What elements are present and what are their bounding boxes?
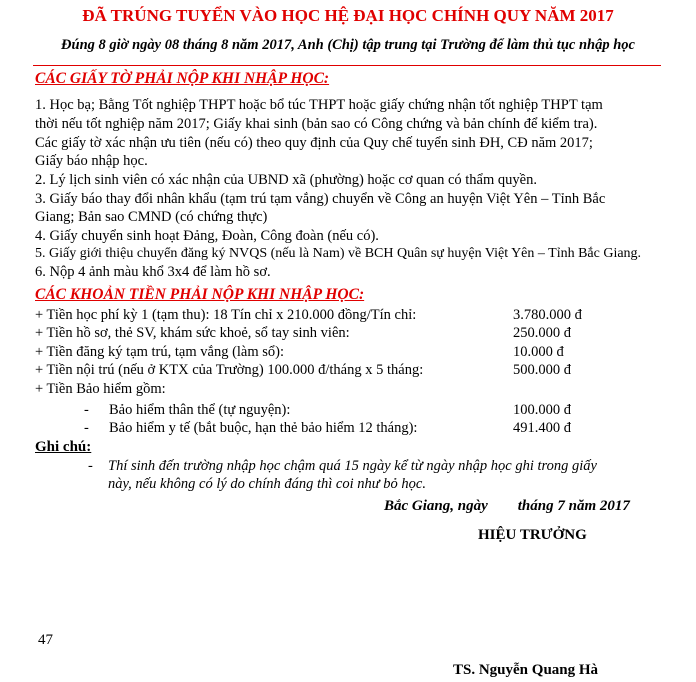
fee-value: 10.000 đ (513, 344, 564, 360)
document-subtitle: Đúng 8 giờ ngày 08 tháng 8 năm 2017, Anh (Chị) tập trung tại Trường để làm thủ tục nhập học (61, 37, 635, 53)
documents-line: 6. Nộp 4 ảnh màu khổ 3x4 để làm hồ sơ. (35, 264, 271, 280)
page-number: 47 (38, 632, 53, 648)
document-title: ĐÃ TRÚNG TUYỂN VÀO HỌC HỆ ĐẠI HỌC CHÍNH QUY NĂM 2017 (82, 6, 614, 25)
fee-label: + Tiền hồ sơ, thẻ SV, khám sức khoẻ, sổ tay sinh viên: (35, 325, 350, 341)
insurance-label: Bảo hiểm y tế (bắt buộc, hạn thẻ bảo hiểm 12 tháng): (109, 420, 418, 436)
documents-line: Các giấy tờ xác nhận ưu tiên (nếu có) theo quy định của Quy chế tuyển sinh ĐH, CĐ năm 2017; (35, 135, 593, 151)
insurance-dash: - (84, 402, 89, 418)
notes-dash: - (88, 458, 93, 474)
notes-line: Thí sinh đến trường nhập học chậm quá 15 ngày kể từ ngày nhập học ghi trong giấy (108, 458, 597, 474)
fee-value: 500.000 đ (513, 362, 571, 378)
fee-value: 250.000 đ (513, 325, 571, 341)
fees-heading: CÁC KHOẢN TIỀN PHẢI NỘP KHI NHẬP HỌC: (35, 286, 365, 303)
insurance-label: Bảo hiểm thân thể (tự nguyện): (109, 402, 291, 418)
documents-line: 3. Giấy báo thay đổi nhân khẩu (tạm trú tạm vắng) chuyển về Công an huyện Việt Yên – Tỉnh Bắc (35, 191, 606, 207)
signer-name: TS. Nguyễn Quang Hà (453, 662, 599, 678)
signer-role: HIỆU TRƯỞNG (478, 527, 587, 543)
notes-line: này, nếu không có lý do chính đáng thì coi như bỏ học. (108, 476, 426, 492)
divider (33, 65, 661, 66)
fee-label: + Tiền Bảo hiểm gồm: (35, 381, 166, 397)
documents-heading: CÁC GIẤY TỜ PHẢI NỘP KHI NHẬP HỌC: (35, 70, 330, 87)
fee-value: 3.780.000 đ (513, 307, 582, 323)
fee-label: + Tiền nội trú (nếu ở KTX của Trường) 100.000 đ/tháng x 5 tháng: (35, 362, 424, 378)
documents-line: 1. Học bạ; Bằng Tốt nghiệp THPT hoặc bổ túc THPT hoặc giấy chứng nhận tốt nghiệp THPT tạm (35, 97, 603, 113)
documents-line: 4. Giấy chuyển sinh hoạt Đảng, Đoàn, Công đoàn (nếu có). (35, 228, 379, 244)
place-date: Bắc Giang, ngày tháng 7 năm 2017 (384, 498, 630, 514)
fee-label: + Tiền học phí kỳ 1 (tạm thu): 18 Tín chỉ x 210.000 đồng/Tín chỉ: (35, 307, 417, 323)
documents-line: 2. Lý lịch sinh viên có xác nhận của UBND xã (phường) hoặc cơ quan có thẩm quyền. (35, 172, 537, 188)
insurance-value: 491.400 đ (513, 420, 571, 436)
notes-heading: Ghi chú: (35, 439, 92, 455)
fee-label: + Tiền đăng ký tạm trú, tạm vắng (làm sổ): (35, 344, 285, 360)
insurance-value: 100.000 đ (513, 402, 571, 418)
documents-line: thời nếu tốt nghiệp năm 2017; Giấy khai sinh (bản sao có Công chứng và bản chính để kiểm tra). (35, 116, 598, 132)
documents-line: Giang; Bản sao CMND (có chứng thực) (35, 209, 268, 225)
documents-line: Giấy báo nhập học. (35, 153, 148, 169)
documents-line: 5. Giấy giới thiệu chuyển đăng ký NVQS (nếu là Nam) về BCH Quân sự huyện Việt Yên – Tỉnh Bắc Giang. (35, 246, 642, 261)
insurance-dash: - (84, 420, 89, 436)
